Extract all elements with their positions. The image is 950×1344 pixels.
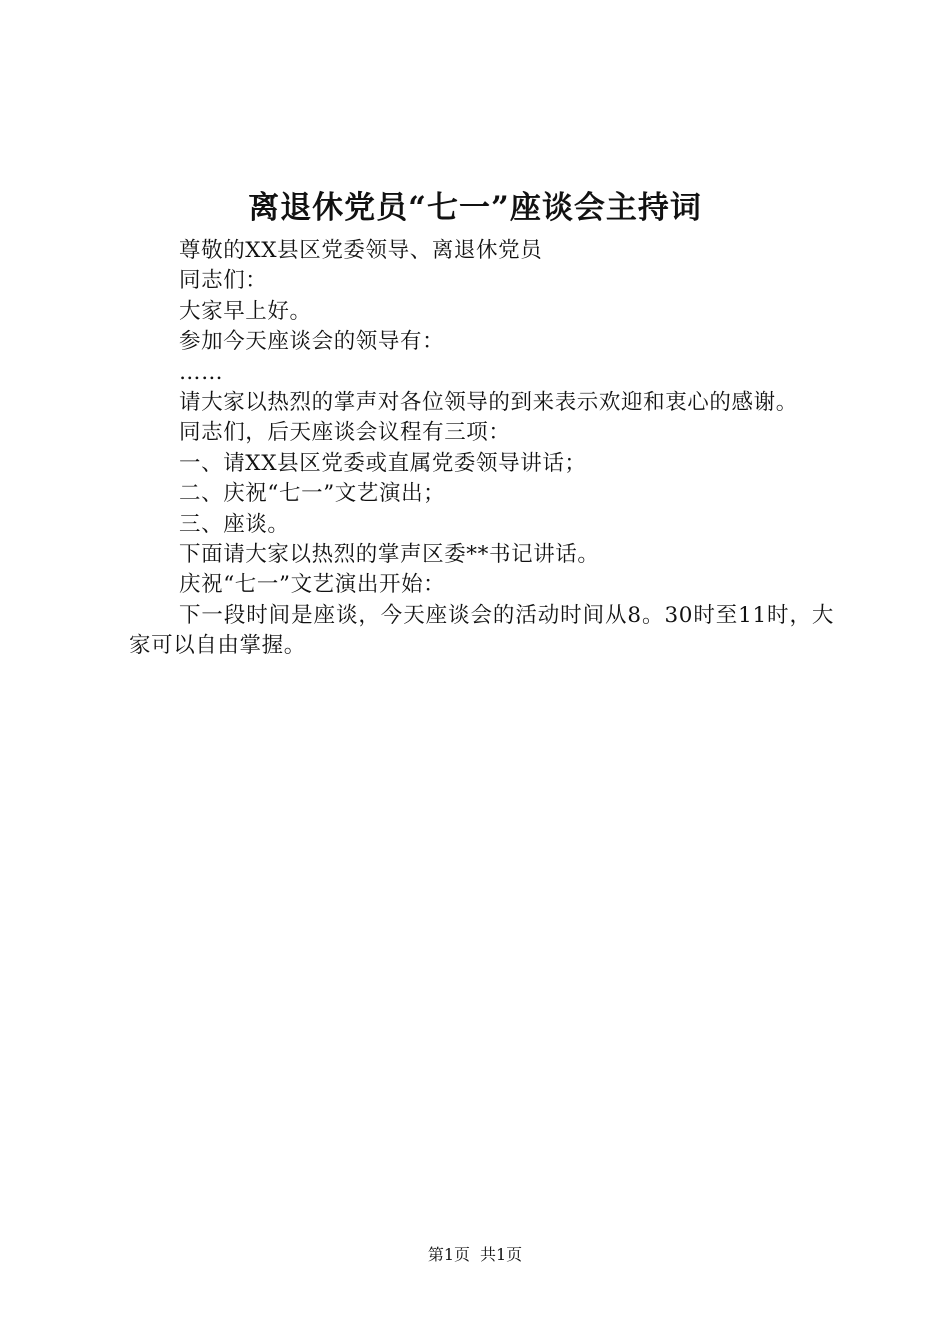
- speech-paragraph: 下面请大家以热烈的掌声区委**书记讲话。: [179, 542, 600, 568]
- document-body: [129, 236, 834, 662]
- page-footer: [0, 1244, 950, 1266]
- salutation-comrades: 同志们：: [179, 268, 268, 294]
- agenda-intro-paragraph: 同志们，后天座谈会议程有三项：: [179, 420, 511, 446]
- agenda-item-2: 二、庆祝“七一”文艺演出；: [179, 481, 446, 507]
- attending-leaders-paragraph: 参加今天座谈会的领导有：: [179, 329, 445, 355]
- agenda-item-1: 一、请XX县区党委或直属党委领导讲话；: [179, 450, 587, 476]
- welcome-paragraph: 请大家以热烈的掌声对各位领导的到来表示欢迎和衷心的感谢。: [179, 390, 798, 416]
- page-number-total: 共1页: [480, 1245, 523, 1264]
- performance-paragraph: 庆祝“七一”文艺演出开始：: [179, 572, 446, 598]
- salutation-line: 尊敬的XX县区党委领导、离退休党员: [179, 238, 543, 263]
- ellipsis-paragraph: ……: [179, 359, 224, 385]
- page-number-current: 第1页: [427, 1245, 470, 1264]
- document-title: 离退休党员“七一”座谈会主持词: [248, 190, 702, 226]
- greeting-paragraph: 大家早上好。: [179, 298, 312, 324]
- agenda-item-3: 三、座谈。: [179, 511, 290, 537]
- discussion-paragraph: 下一段时间是座谈，今天座谈会的活动时间从8。30时至11时，大家可以自由掌握。: [129, 602, 834, 659]
